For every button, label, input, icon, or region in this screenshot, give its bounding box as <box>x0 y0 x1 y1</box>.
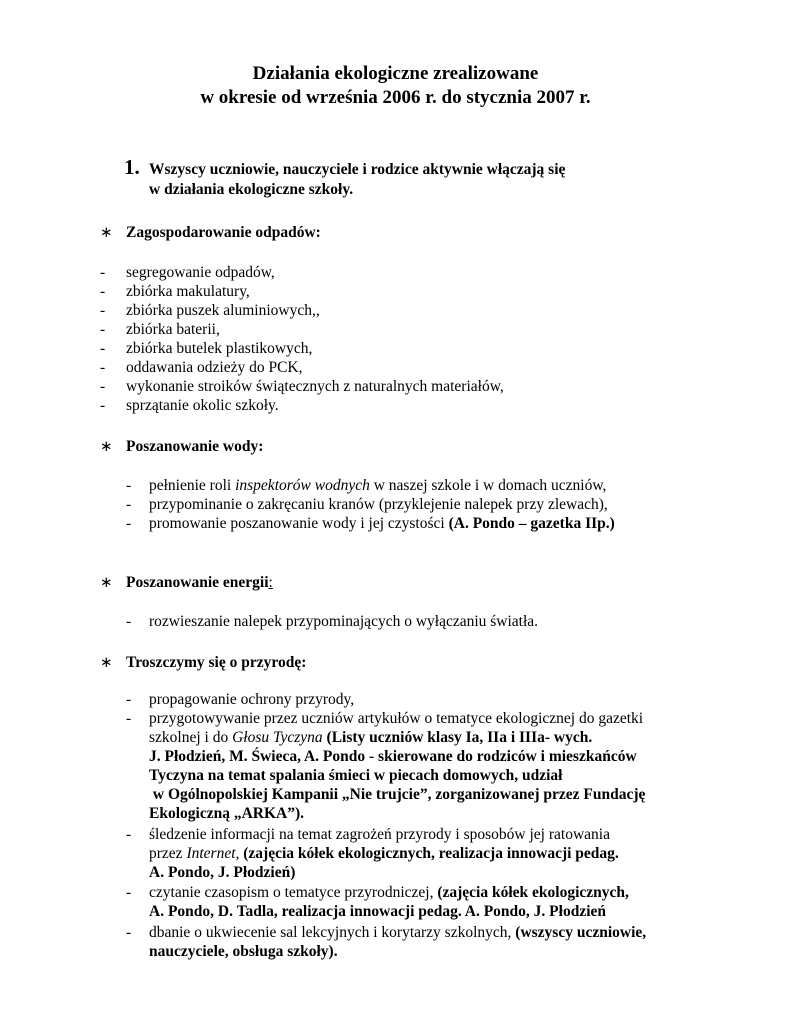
water-bullet-icon: ∗ <box>100 439 113 455</box>
waste-dash-5: - <box>100 340 106 357</box>
title-line-2: w okresie od września 2006 r. do stycznia 2007 r. <box>200 87 591 108</box>
water-item-2: przypominanie o zakręcaniu kranów (przyklejenie nalepek przy zlewach), <box>149 496 608 513</box>
nature-item-2-line-5: w Ogólnopolskiej Kampanii „Nie trujcie”, zorganizowanej przez Fundację <box>149 786 646 803</box>
nature-dash-3: - <box>126 826 132 843</box>
nature-item-1: propagowanie ochrony przyrody, <box>149 691 355 708</box>
nature-item-2-line-3: J. Płodzień, M. Świeca, A. Pondo - skierowane do rodziców i mieszkańców <box>149 748 637 765</box>
waste-dash-7: - <box>100 378 106 395</box>
nature-item-3-line-1: śledzenie informacji na temat zagrożeń przyrody i sposobów jej ratowania <box>149 826 610 843</box>
nature-dash-4: - <box>126 884 132 901</box>
waste-dash-8: - <box>100 397 106 414</box>
energy-item-1: rozwieszanie nalepek przypominających o wyłączaniu światła. <box>149 613 539 630</box>
waste-heading: Zagospodarowanie odpadów: <box>126 224 321 241</box>
water-item-1: pełnienie roli inspektorów wodnych w naszej szkole i w domach uczniów, <box>149 477 607 494</box>
waste-item-1: segregowanie odpadów, <box>126 264 275 281</box>
point-1-number: 1. <box>124 155 140 179</box>
nature-item-5-line-1: dbanie o ukwiecenie sal lekcyjnych i korytarzy szkolnych, (wszyscy uczniowie, <box>149 924 647 941</box>
water-heading: Poszanowanie wody: <box>126 438 264 455</box>
nature-item-4-line-2: A. Pondo, D. Tadla, realizacja innowacji pedag. A. Pondo, J. Płodzień <box>149 903 607 920</box>
waste-item-4: zbiórka baterii, <box>126 321 220 338</box>
nature-dash-1: - <box>126 691 132 708</box>
waste-bullet-icon: ∗ <box>100 225 113 241</box>
waste-item-6: oddawania odzieży do PCK, <box>126 359 303 376</box>
waste-item-3: zbiórka puszek aluminiowych,, <box>126 302 320 319</box>
nature-dash-2: - <box>126 710 132 727</box>
waste-dash-6: - <box>100 359 106 376</box>
point-1-line-2: w działania ekologiczne szkoły. <box>149 181 354 198</box>
nature-item-4-line-1: czytanie czasopism o tematyce przyrodniczej, (zajęcia kółek ekologicznych, <box>149 884 629 901</box>
nature-item-3-line-2: przez Internet, (zajęcia kółek ekologicznych, realizacja innowacji pedag. <box>149 845 619 862</box>
waste-dash-2: - <box>100 283 106 300</box>
water-dash-2: - <box>126 496 132 513</box>
waste-dash-3: - <box>100 302 106 319</box>
waste-dash-4: - <box>100 321 106 338</box>
waste-dash-1: - <box>100 264 106 281</box>
waste-item-8: sprzątanie okolic szkoły. <box>126 397 279 414</box>
nature-item-2-line-1: przygotowywanie przez uczniów artykułów o tematyce ekologicznej do gazetki <box>149 710 644 727</box>
energy-dash-1: - <box>126 613 132 630</box>
nature-item-2-line-4: Tyczyna na temat spalania śmieci w piecach domowych, udział <box>149 767 563 784</box>
water-dash-1: - <box>126 477 132 494</box>
nature-item-2-line-6: Ekologiczną „ARKA”). <box>149 805 304 822</box>
nature-item-3-line-3: A. Pondo, J. Płodzień) <box>149 864 296 881</box>
nature-heading: Troszczymy się o przyrodę: <box>126 654 307 671</box>
nature-dash-5: - <box>126 924 132 941</box>
water-item-3: promowanie poszanowanie wody i jej czystości (A. Pondo – gazetka IIp.) <box>149 515 615 532</box>
waste-item-2: zbiórka makulatury, <box>126 283 250 300</box>
energy-bullet-icon: ∗ <box>100 575 113 591</box>
waste-item-7: wykonanie stroików świątecznych z naturalnych materiałów, <box>126 378 504 395</box>
title-line-1: Działania ekologiczne zrealizowane <box>252 63 539 84</box>
energy-heading: Poszanowanie energii: <box>126 574 273 591</box>
nature-item-2-line-2: szkolnej i do Głosu Tyczyna (Listy uczniów klasy Ia, IIa i IIIa- wych. <box>149 729 593 746</box>
point-1-line-1: Wszyscy uczniowie, nauczyciele i rodzice aktywnie włączają się <box>149 161 566 178</box>
water-dash-3: - <box>126 515 132 532</box>
nature-item-5-line-2: nauczyciele, obsługa szkoły). <box>149 943 338 960</box>
nature-bullet-icon: ∗ <box>100 655 113 671</box>
waste-item-5: zbiórka butelek plastikowych, <box>126 340 313 357</box>
